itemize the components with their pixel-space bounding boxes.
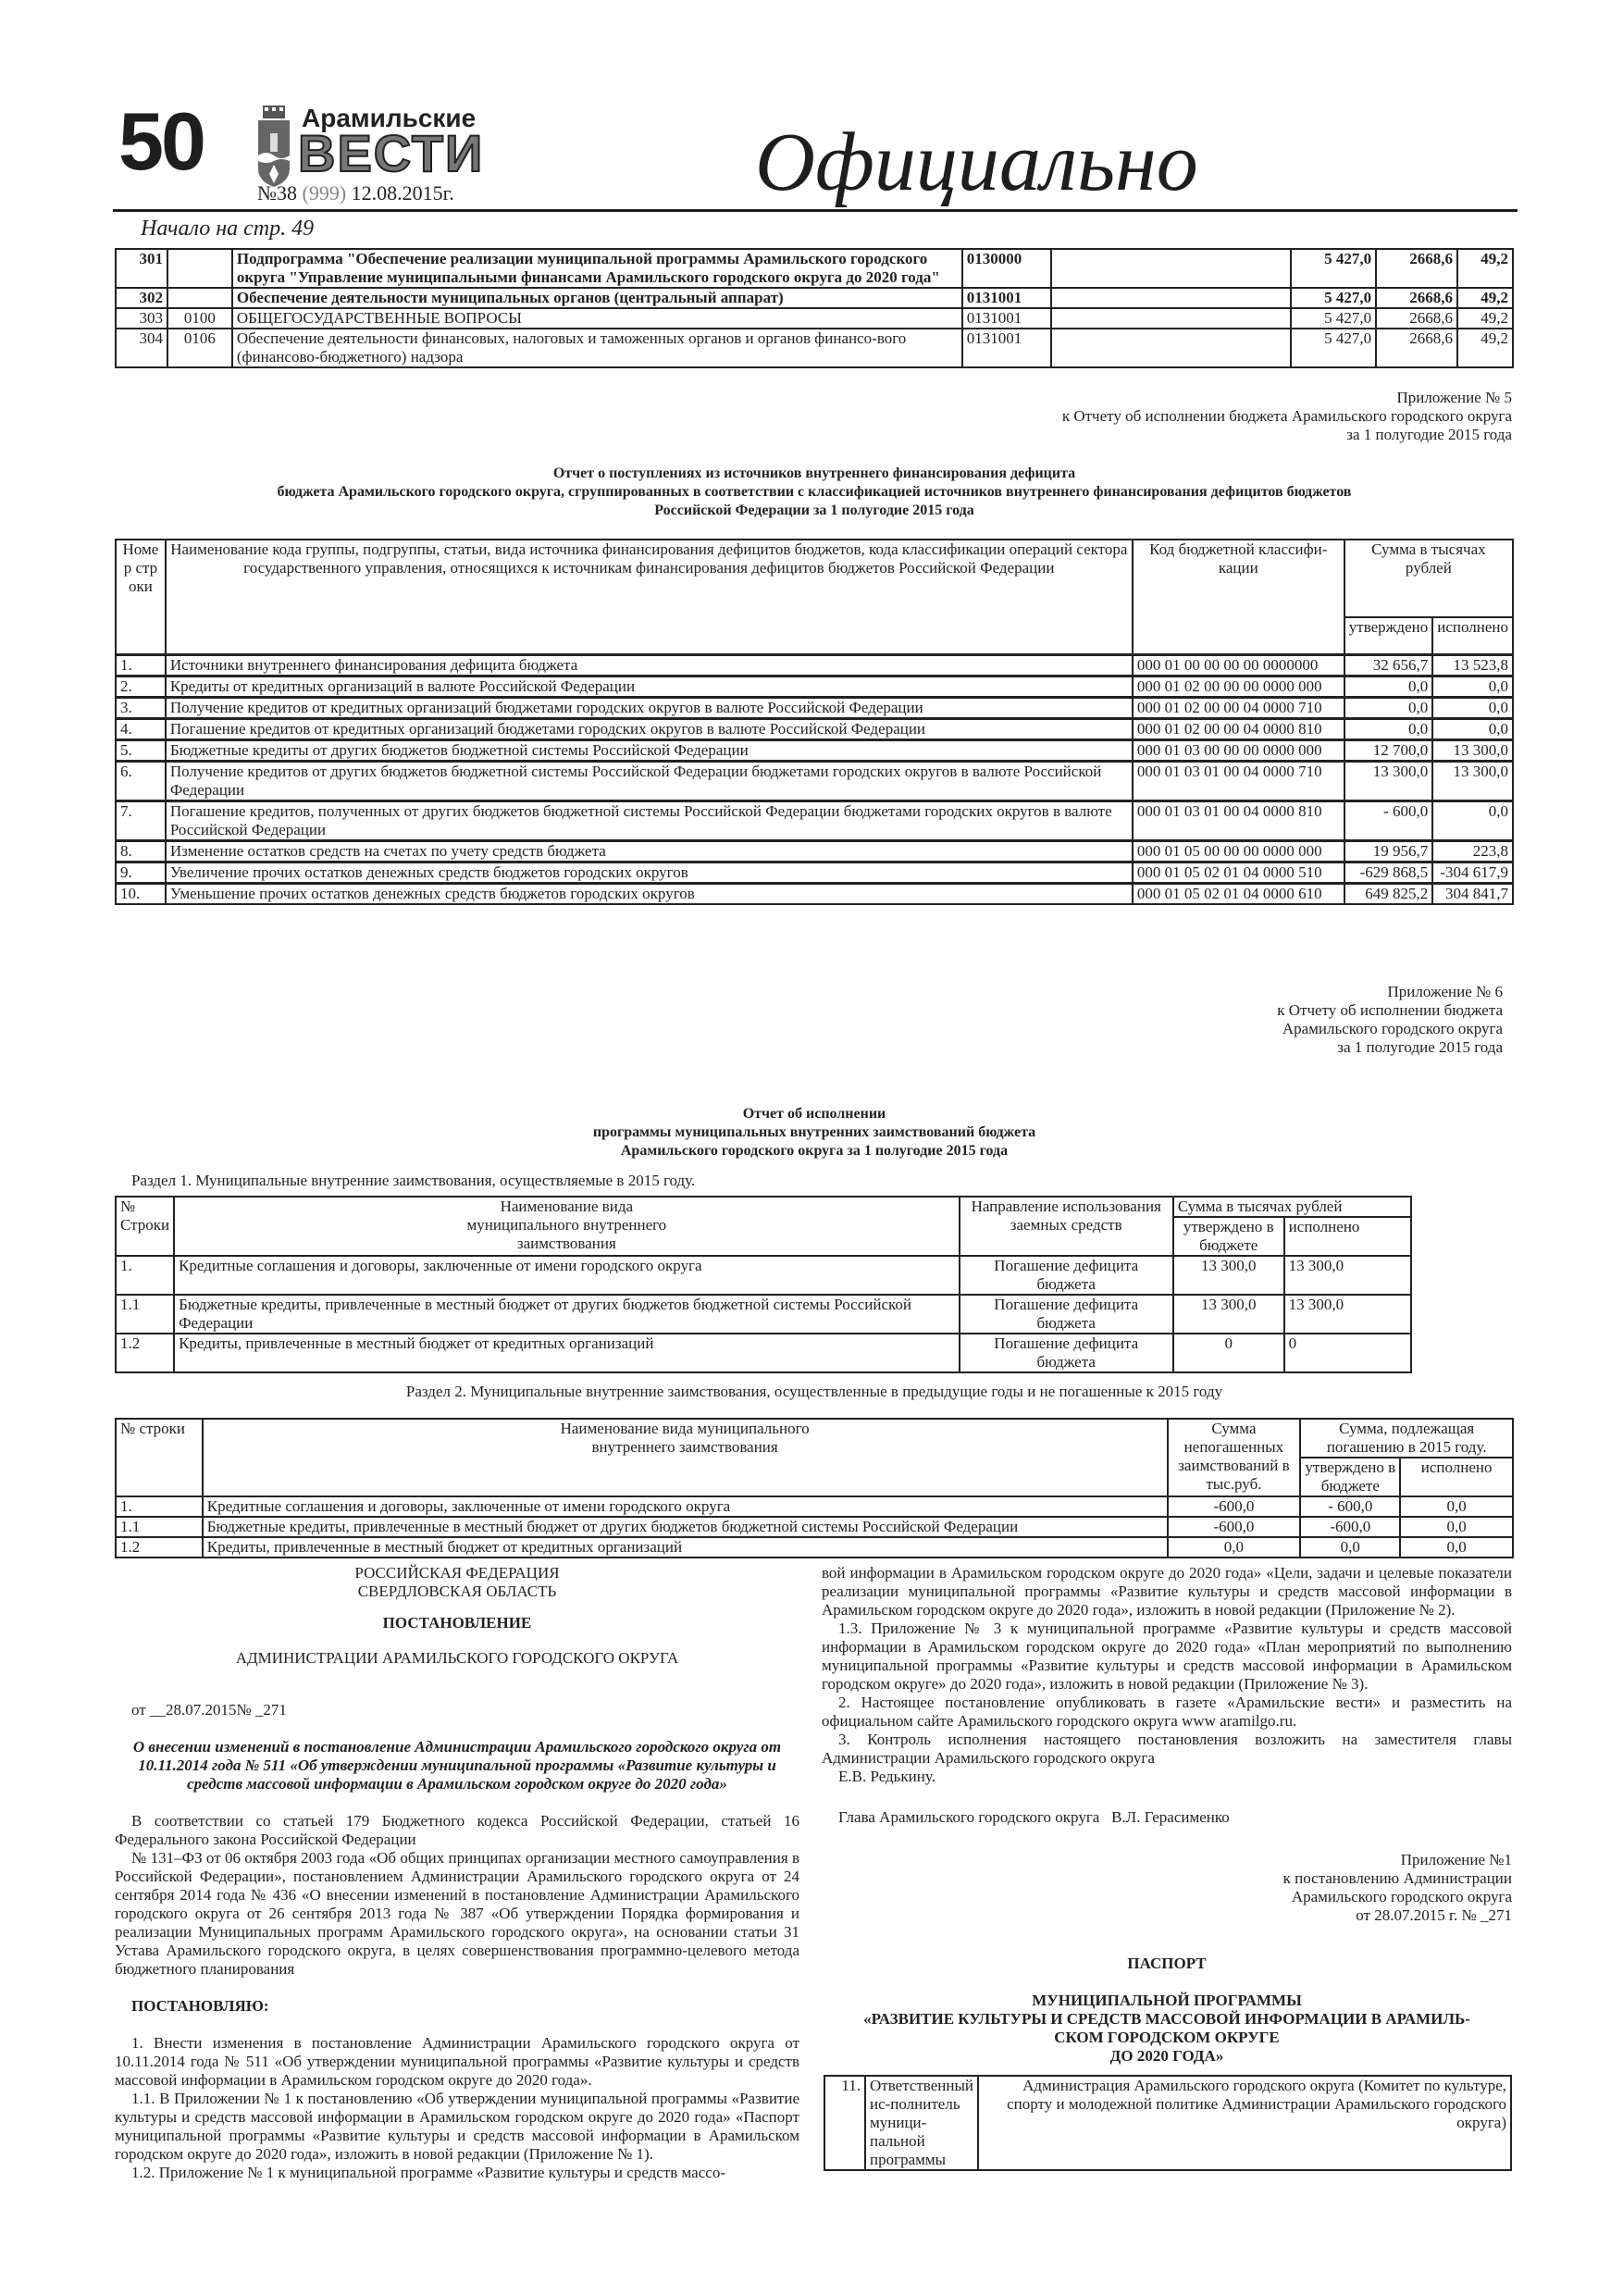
decree-country: РОССИЙСКАЯ ФЕДЕРАЦИЯ <box>354 1564 560 1582</box>
table-row <box>116 840 1513 862</box>
preamble-paragraph: № 131–ФЗ от 06 октября 2003 года «Об общих принципах организации местного самоуправления в Российской Федерации», постановлением Администрации Арамильского городского округа от 24 сентября 2014 года № 436 «О внесении изменений в постановление Администрации Арамильского городского округа от 26 сентября 2013 года № 387 «Об утверждении Порядка формирования и реализации Муниципальных программ Арамильского городского округа», на основании статьи 31 Устава Арамильского городского округа, в целях совершенствования программно-целевого метода бюджетного планирования <box>115 1849 799 1978</box>
passport-title: ПАСПОРТ <box>1127 1955 1207 1972</box>
table-row <box>116 718 1513 739</box>
cell-num: 3. <box>116 697 166 718</box>
issue-total: (999) <box>302 181 347 205</box>
cell-code: 000 01 05 02 01 04 0000 510 <box>1133 862 1344 883</box>
cell-name: Источники внутреннего финансирования дефицита бюджета <box>166 654 1133 676</box>
decree-issuer: АДМИНИСТРАЦИИ АРАМИЛЬСКОГО ГОРОДСКОГО ОКРУГА <box>235 1649 679 1667</box>
table-row <box>116 676 1513 697</box>
decree-item: 1.3. Приложение № 3 к муниципальной программе «Развитие культуры и средств массовой информации в Арамильском городском округе до 2020 года» «План мероприятий по выполнению муниципальной программы «Развитие культуры и средств массовой информации в Арамильском городском округе» до 2020 года», изложить в новой редакции (Приложение № 3). <box>822 1620 1512 1693</box>
cell-pct: 49,2 <box>1457 308 1513 329</box>
cell-num: 1. <box>116 1496 203 1517</box>
cell-num: 301 <box>116 249 167 288</box>
subtitle-line: «РАЗВИТИЕ КУЛЬТУРЫ И СРЕДСТВ МАССОВОЙ ИНФОРМАЦИИ В АРАМИЛЬ- <box>863 2010 1470 2028</box>
decree-left-column <box>115 1564 799 2182</box>
borrowings-section1-table <box>115 1196 1412 1373</box>
col-header-purpose: Направление использования заемных средств <box>960 1197 1173 1256</box>
cell-name: Обеспечение деятельности финансовых, налоговых и таможенных органов и органов финансо-вого (финансово-бюджетного) надзора <box>232 329 962 367</box>
note-line: к Отчету об исполнении бюджета <box>1277 1001 1503 1019</box>
financing-sources-table <box>115 539 1514 905</box>
note-line: к постановлению Администрации <box>1282 1869 1512 1887</box>
preamble-paragraph: В соответствии со статьей 179 Бюджетного кодекса Российской Федерации, статьей 16 Федерального закона Российской Федерации <box>115 1812 799 1848</box>
note-line: Приложение № 5 <box>1396 389 1512 406</box>
cell-name: Бюджетные кредиты, привлеченные в местный бюджет от других бюджетов бюджетной системы Российской Федерации <box>174 1295 960 1334</box>
cell-outstanding: -600,0 <box>1168 1496 1301 1517</box>
cell-name: Кредитные соглашения и договоры, заключенные от имени городского округа <box>203 1496 1168 1517</box>
table-row <box>116 329 1513 367</box>
cell-approved: 0,0 <box>1344 697 1432 718</box>
cell-name: Кредиты, привлеченные в местный бюджет от кредитных организаций <box>203 1537 1168 1558</box>
decree-region: СВЕРДЛОВСКАЯ ОБЛАСТЬ <box>357 1582 557 1600</box>
cell-code: 0131001 <box>962 308 1051 329</box>
cell-name: Бюджетные кредиты, привлеченные в местный бюджет от других бюджетов бюджетной системы Российской Федерации <box>203 1517 1168 1537</box>
passport-subtitle <box>822 1992 1512 2066</box>
cell-executed: -304 617,9 <box>1432 862 1513 883</box>
cell-executed: 0,0 <box>1432 676 1513 697</box>
decree-item: 3. Контроль исполнения настоящего постановления возложить на заместителя главы Администрации Арамильского городского округа <box>822 1731 1512 1767</box>
note-line: за 1 полугодие 2015 года <box>1337 1038 1503 1056</box>
cell-name: Увеличение прочих остатков денежных средств бюджетов городских округов <box>166 862 1133 883</box>
decree-item: 2. Настоящее постановление опубликовать в газете «Арамильские вести» и разместить на официальном сайте Арамильского городского округа www aramilgo.ru. <box>822 1694 1512 1730</box>
cell-name: Изменение остатков средств на счетах по учету средств бюджета <box>166 840 1133 862</box>
note-line: за 1 полугодие 2015 года <box>1346 426 1512 443</box>
table-row <box>116 1496 1513 1517</box>
cell-num: 1. <box>116 654 166 676</box>
passport-row <box>824 2076 1511 2170</box>
cell-approved: 0,0 <box>1344 676 1432 697</box>
brand-subtitle: Арамильские <box>302 104 477 132</box>
issue-number: №38 <box>257 181 297 205</box>
cell-name: Бюджетные кредиты от других бюджетов бюджетной системы Российской Федерации <box>166 739 1133 761</box>
cell-name: Подпрограмма "Обеспечение реализации муниципальной программы Арамильского городского округа "Управление муниципальными финансами Арамильского городского округа до 2020 года" <box>232 249 962 288</box>
cell-name: Уменьшение прочих остатков денежных средств бюджетов городских округов <box>166 883 1133 904</box>
cell-plan: 5 427,0 <box>1291 329 1376 367</box>
table-row <box>116 862 1513 883</box>
subtitle-line: ДО 2020 ГОДА» <box>1109 2047 1224 2065</box>
cell-pct: 49,2 <box>1457 249 1513 288</box>
cell-code: 000 01 02 00 00 04 0000 810 <box>1133 718 1344 739</box>
cell-fact: 2668,6 <box>1376 329 1457 367</box>
decree-item: 1.1. В Приложении № 1 к постановлению «Об утверждении муниципальной программы «Развитие культуры и средств массовой информации в Арамильском городском округе до 2020 года» «Паспорт муниципальной программы «Развитие культуры и средств массовой информации в Арамильском городском округе до 2020 года», изложить в новой редакции (Приложение № 1). <box>115 2090 799 2163</box>
decree-items-left <box>115 2034 799 2182</box>
cell-executed: 13 300,0 <box>1432 739 1513 761</box>
cell-section: 0106 <box>167 329 232 367</box>
cell-fact: 2668,6 <box>1376 288 1457 308</box>
col-header-name: Наименование вида муниципального внутреннего заимствования <box>203 1419 1168 1496</box>
issue-date: 12.08.2015г. <box>351 181 454 205</box>
cell-fact: 2668,6 <box>1376 249 1457 288</box>
cell-num: 7. <box>116 800 166 840</box>
col-header-executed: исполнено <box>1432 617 1513 654</box>
cell-executed: 13 300,0 <box>1432 761 1513 800</box>
cell-executed: 0,0 <box>1432 800 1513 840</box>
cell-name: Кредиты от кредитных организаций в валюте Российской Федерации <box>166 676 1133 697</box>
table-row <box>116 1256 1411 1295</box>
cell-executed: 0,0 <box>1400 1537 1513 1558</box>
cell-name: Получение кредитов от других бюджетов бюджетной системы Российской Федерации бюджетами городских округов в валюте Российской Федерации <box>166 761 1133 800</box>
coat-of-arms-icon <box>257 105 291 187</box>
cell-approved: 13 300,0 <box>1344 761 1432 800</box>
appendix6-note <box>1110 983 1503 1057</box>
section1-caption: Раздел 1. Муниципальные внутренние заимствования, осуществляемые в 2015 году. <box>131 1172 696 1189</box>
borrowings-section2-table <box>115 1418 1514 1558</box>
section-title: Официально <box>755 117 1198 208</box>
appendix6-title <box>115 1105 1514 1160</box>
cell-approved: 0,0 <box>1300 1537 1400 1558</box>
cell-code: 000 01 03 00 00 00 0000 000 <box>1133 739 1344 761</box>
cell-plan: 5 427,0 <box>1291 249 1376 288</box>
cell-type <box>1051 329 1291 367</box>
cell-executed: 304 841,7 <box>1432 883 1513 904</box>
cell-approved: 0,0 <box>1344 718 1432 739</box>
cell-code: 0131001 <box>962 288 1051 308</box>
table-row <box>116 697 1513 718</box>
cell-section <box>167 288 232 308</box>
decree-subject: О внесении изменений в постановление Администрации Арамильского городского округа от 10.11.2014 года № 511 «Об утверждении муниципальной программы «Развитие культуры и средств массовой информации в Арамильском городском округе до 2020 года» <box>132 1738 782 1793</box>
cell-type <box>1051 308 1291 329</box>
cell-purpose: Погашение дефицита бюджета <box>960 1334 1173 1372</box>
cell-purpose: Погашение дефицита бюджета <box>960 1295 1173 1334</box>
table-row <box>116 1295 1411 1334</box>
table-row <box>116 1517 1513 1537</box>
passport-row-num: 11. <box>824 2076 865 2170</box>
cell-approved: 32 656,7 <box>1344 654 1432 676</box>
cell-num: 8. <box>116 840 166 862</box>
section2-caption: Раздел 2. Муниципальные внутренние заимствования, осуществленные в предыдущие годы и не погашенные к 2015 году <box>405 1383 1223 1400</box>
cell-executed: 13 300,0 <box>1284 1295 1411 1334</box>
col-header-executed: исполнено <box>1284 1217 1411 1256</box>
col-header-num: № строки <box>116 1419 203 1496</box>
cell-num: 302 <box>116 288 167 308</box>
cell-pct: 49,2 <box>1457 288 1513 308</box>
table-row <box>116 761 1513 800</box>
cell-name: Кредиты, привлеченные в местный бюджет от кредитных организаций <box>174 1334 960 1372</box>
cell-code: 000 01 05 00 00 00 0000 000 <box>1133 840 1344 862</box>
table-row <box>116 1537 1513 1558</box>
title-line: программы муниципальных внутренних заимствований бюджета <box>592 1124 1036 1140</box>
cell-outstanding: -600,0 <box>1168 1517 1301 1537</box>
decree-item: 1.2. Приложение № 1 к муниципальной программе «Развитие культуры и средств массо- <box>131 2164 725 2181</box>
cell-num: 1.2 <box>116 1537 203 1558</box>
cell-approved: - 600,0 <box>1344 800 1432 840</box>
cell-num: 1.2 <box>116 1334 174 1372</box>
title-line: Отчет о поступлениях из источников внутреннего финансирования дефицита <box>552 465 1076 481</box>
cell-section: 0100 <box>167 308 232 329</box>
col-header-approved: утверждено в бюджете <box>1300 1458 1400 1496</box>
cell-code: 000 01 02 00 00 00 0000 000 <box>1133 676 1344 697</box>
cell-fact: 2668,6 <box>1376 308 1457 329</box>
col-header-approved: утверждено в бюджете <box>1173 1217 1284 1256</box>
table-row <box>116 739 1513 761</box>
decree-date-number: от __28.07.2015№ _271 <box>131 1701 287 1719</box>
passport-note <box>1110 1851 1512 1925</box>
cell-code: 000 01 00 00 00 00 0000000 <box>1133 654 1344 676</box>
cell-approved: -629 868,5 <box>1344 862 1432 883</box>
cell-name: ОБЩЕГОСУДАРСТВЕННЫЕ ВОПРОСЫ <box>232 308 962 329</box>
table-row <box>116 249 1513 288</box>
decree-resolve: ПОСТАНОВЛЯЮ: <box>131 1997 269 2015</box>
title-line: Арамильского городского округа за 1 полугодие 2015 года <box>620 1143 1009 1159</box>
passport-table <box>824 2075 1512 2171</box>
cell-num: 303 <box>116 308 167 329</box>
cell-name: Погашение кредитов от кредитных организаций бюджетами городских округов в валюте Российской Федерации <box>166 718 1133 739</box>
cell-executed: 0,0 <box>1400 1496 1513 1517</box>
cell-num: 9. <box>116 862 166 883</box>
col-header-name: Наименование кода группы, подгруппы, статьи, вида источника финансирования дефицитов бюджетов, кода классификации операций сектора государственного управления, относящихся к источникам финансирования дефицитов бюджетов Российской Федерации <box>166 540 1133 654</box>
col-header-outstanding: Сумма непогашенных заимствований в тыс.руб. <box>1168 1419 1301 1496</box>
cell-code: 000 01 05 02 01 04 0000 610 <box>1133 883 1344 904</box>
cell-plan: 5 427,0 <box>1291 288 1376 308</box>
col-header-num: № Строки <box>116 1197 174 1256</box>
cell-num: 304 <box>116 329 167 367</box>
cell-executed: 0 <box>1284 1334 1411 1372</box>
appendix5-note <box>833 389 1512 444</box>
header-rule <box>113 209 1518 212</box>
cell-approved: - 600,0 <box>1300 1496 1400 1517</box>
cell-code: 000 01 03 01 00 04 0000 710 <box>1133 761 1344 800</box>
budget-table-continued <box>115 248 1514 368</box>
decree-doc-type: ПОСТАНОВЛЕНИЕ <box>382 1614 532 1632</box>
cell-executed: 223,8 <box>1432 840 1513 862</box>
cell-num: 2. <box>116 676 166 697</box>
cell-approved: 12 700,0 <box>1344 739 1432 761</box>
cell-name: Получение кредитов от кредитных организаций бюджетами городских округов в валюте Российской Федерации <box>166 697 1133 718</box>
decree-preamble <box>115 1812 799 1979</box>
table-row <box>116 288 1513 308</box>
cell-approved: 649 825,2 <box>1344 883 1432 904</box>
passport-row-label: Ответственный ис-полнитель муници-пальной программы <box>865 2076 978 2170</box>
continued-from: Начало на стр. 49 <box>141 217 315 241</box>
table-row <box>116 1334 1411 1372</box>
note-line: от 28.07.2015 г. № _271 <box>1356 1906 1512 1924</box>
note-line: Арамильского городского округа <box>1291 1888 1512 1905</box>
table-row <box>116 883 1513 904</box>
cell-purpose: Погашение дефицита бюджета <box>960 1256 1173 1295</box>
cell-num: 10. <box>116 883 166 904</box>
cell-num: 4. <box>116 718 166 739</box>
cell-pct: 49,2 <box>1457 329 1513 367</box>
note-line: Приложение №1 <box>1400 1851 1512 1868</box>
table-row <box>116 654 1513 676</box>
cell-executed: 0,0 <box>1432 697 1513 718</box>
brand-title: ВЕСТИ <box>298 124 485 182</box>
decree-item: вой информации в Арамильском городском округе до 2020 года» «Цели, задачи и целевые показатели реализации муниципальной программы «Развитие культуры и средств массовой информации в Арамильском городском округе до 2020 года», изложить в новой редакции (Приложение № 2). <box>822 1564 1512 1619</box>
cell-name: Обеспечение деятельности муниципальных органов (центральный аппарат) <box>232 288 962 308</box>
note-line: Арамильского городского округа <box>1282 1020 1503 1037</box>
cell-executed: 0,0 <box>1400 1517 1513 1537</box>
cell-num: 6. <box>116 761 166 800</box>
note-line: Приложение № 6 <box>1387 983 1503 1000</box>
cell-executed: 0,0 <box>1432 718 1513 739</box>
cell-approved: -600,0 <box>1300 1517 1400 1537</box>
subtitle-line: МУНИЦИПАЛЬНОЙ ПРОГРАММЫ <box>1032 1992 1302 2009</box>
col-header-executed: исполнено <box>1400 1458 1513 1496</box>
cell-approved: 19 956,7 <box>1344 840 1432 862</box>
cell-num: 1.1 <box>116 1517 203 1537</box>
col-header-sum: Сумма в тысячах рублей <box>1344 540 1513 617</box>
cell-outstanding: 0,0 <box>1168 1537 1301 1558</box>
appendix5-title <box>115 465 1514 520</box>
decree-item: 1. Внести изменения в постановление Администрации Арамильского городского округа от 10.11.2014 года № 511 «Об утверждении муниципальной программы «Развитие культуры и средств массовой информации в Арамильском городском округе до 2020 года». <box>115 2034 799 2089</box>
subtitle-line: СКОМ ГОРОДСКОМ ОКРУГЕ <box>1054 2029 1280 2046</box>
cell-name: Погашение кредитов, полученных от других бюджетов бюджетной системы Российской Федерации бюджетами городских округов в валюте Российской Федерации <box>166 800 1133 840</box>
cell-num: 1. <box>116 1256 174 1295</box>
cell-code: 0131001 <box>962 329 1051 367</box>
cell-num: 1.1 <box>116 1295 174 1334</box>
table-row <box>116 800 1513 840</box>
col-header-approved: утверждено <box>1344 617 1432 654</box>
cell-num: 5. <box>116 739 166 761</box>
col-header-sum: Сумма в тысячах рублей <box>1173 1197 1411 1217</box>
cell-code: 000 01 03 01 00 04 0000 810 <box>1133 800 1344 840</box>
issue-line <box>257 181 454 205</box>
col-header-code: Код бюджетной классифи-кации <box>1133 540 1344 654</box>
page-number: 50 <box>118 95 204 187</box>
col-header-due: Сумма, подлежащая погашению в 2015 году. <box>1300 1419 1513 1458</box>
cell-code: 000 01 02 00 00 04 0000 710 <box>1133 697 1344 718</box>
cell-approved: 0 <box>1173 1334 1284 1372</box>
title-line: Российской Федерации за 1 полугодие 2015 года <box>654 503 974 518</box>
cell-code: 0130000 <box>962 249 1051 288</box>
decree-item: Е.В. Редькину. <box>838 1768 935 1785</box>
cell-type <box>1051 288 1291 308</box>
title-line: бюджета Арамильского городского округа, сгруппированных в соответствии с классификацией источников внутреннего финансирования дефицитов бюджетов <box>277 484 1352 500</box>
cell-plan: 5 427,0 <box>1291 308 1376 329</box>
cell-type <box>1051 249 1291 288</box>
decree-right-column <box>822 1564 1512 1827</box>
col-header-num: Номер строки <box>116 540 166 654</box>
title-line: Отчет об исполнении <box>742 1106 886 1122</box>
cell-name: Кредитные соглашения и договоры, заключенные от имени городского округа <box>174 1256 960 1295</box>
cell-executed: 13 300,0 <box>1284 1256 1411 1295</box>
cell-approved: 13 300,0 <box>1173 1256 1284 1295</box>
note-line: к Отчету об исполнении бюджета Арамильского городского округа <box>1061 407 1512 425</box>
decree-signature: Глава Арамильского городского округа В.Л. Герасименко <box>838 1808 1230 1826</box>
col-header-name: Наименование вида муниципального внутреннего заимствования <box>174 1197 960 1256</box>
cell-executed: 13 523,8 <box>1432 654 1513 676</box>
passport-row-value: Администрация Арамильского городского округа (Комитет по культуре, спорту и молодежной политике Администрации Арамильского городского округа) <box>978 2076 1511 2170</box>
table-row <box>116 308 1513 329</box>
cell-section <box>167 249 232 288</box>
cell-approved: 13 300,0 <box>1173 1295 1284 1334</box>
